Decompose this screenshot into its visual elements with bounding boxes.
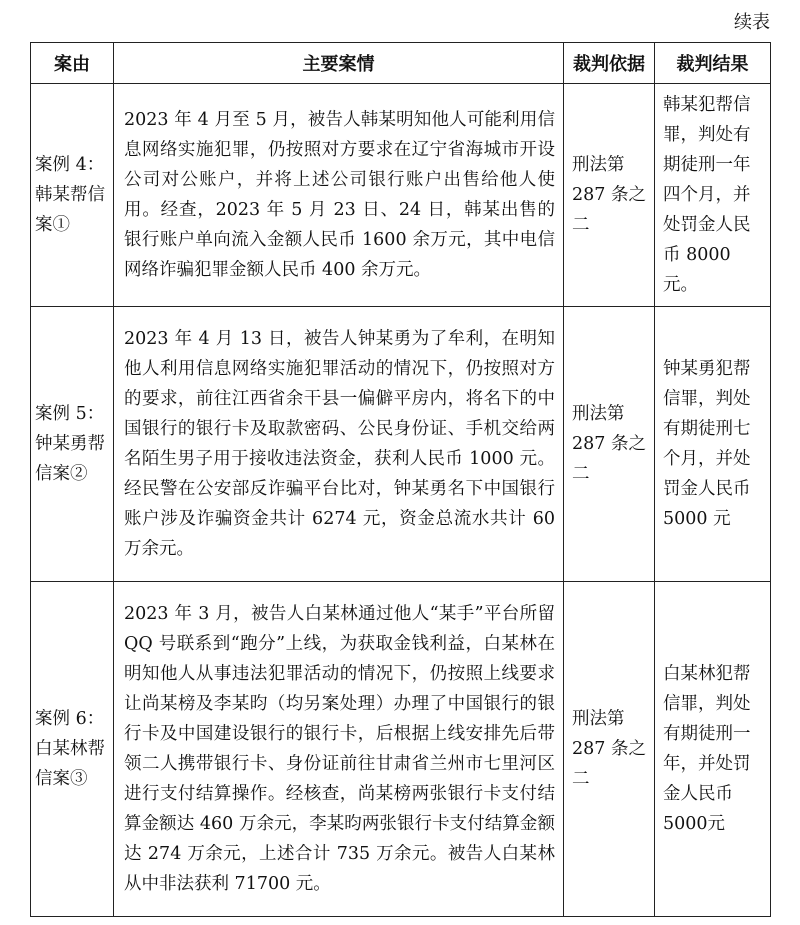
case-name: 案例 5：钟某勇帮信案② (31, 307, 114, 582)
judgment-result: 钟某勇犯帮信罪，判处有期徒刑七个月，并处罚金人民币 5000 元 (655, 307, 771, 582)
case-details: 2023 年 4 月 13 日，被告人钟某勇为了牟利，在明知他人利用信息网络实施犯罪活动的情况下，仍按照对方的要求，前往江西省余干县一偏僻平房内，将名下的中国银行的银行卡及取款密码、公民身份证、手机交给两名陌生男子用于接收违法资金，获利人民币 1000 元。经民警在公安部反诈骗平台比对，钟某勇名下中国银行账户涉及诈骗资金共计 6274 元，资金总流水共计 60 万余元。 (114, 307, 564, 582)
header-case: 案由 (31, 43, 114, 84)
continued-label: 续表 (734, 12, 770, 33)
case-details: 2023 年 4 月至 5 月，被告人韩某明知他人可能利用信息网络实施犯罪，仍按照对方要求在辽宁省海城市开设公司对公账户，并将上述公司银行账户出售给他人使用。经查，2023 年 5 月 23 日、24 日，韩某出售的银行账户单向流入金额人民币 1600 余万元，其中电信网络诈骗犯罪金额人民币 400 余万元。 (114, 84, 564, 307)
case-table (30, 42, 771, 917)
legal-basis: 刑法第 287 条之二 (564, 84, 655, 307)
header-basis: 裁判依据 (564, 43, 655, 84)
case-name: 案例 4：韩某帮信案① (31, 84, 114, 307)
judgment-result: 白某林犯帮信罪，判处有期徒刑一年，并处罚金人民币 5000元 (655, 582, 771, 917)
table-header-row (31, 43, 771, 84)
table-row (31, 582, 771, 917)
table-row (31, 84, 771, 307)
judgment-result: 韩某犯帮信罪，判处有期徒刑一年四个月，并处罚金人民币 8000 元。 (655, 84, 771, 307)
header-result: 裁判结果 (655, 43, 771, 84)
case-name: 案例 6：白某林帮信案③ (31, 582, 114, 917)
legal-basis: 刑法第 287 条之二 (564, 582, 655, 917)
legal-basis: 刑法第 287 条之二 (564, 307, 655, 582)
case-details: 2023 年 3 月，被告人白某林通过他人“某手”平台所留 QQ 号联系到“跑分”上线，为获取金钱利益，白某林在明知他人从事违法犯罪活动的情况下，仍按照上线要求让尚某榜及李某昀（均另案处理）办理了中国银行的银行卡及中国建设银行的银行卡，后根据上线安排先后带领二人携带银行卡、身份证前往甘肃省兰州市七里河区进行支付结算操作。经核查，尚某榜两张银行卡支付结算金额达 460 万余元，李某昀两张银行卡支付结算金额达 274 万余元，上述合计 735 万余元。被告人白某林从中非法获利 71700 元。 (114, 582, 564, 917)
table-row (31, 307, 771, 582)
header-details: 主要案情 (114, 43, 564, 84)
